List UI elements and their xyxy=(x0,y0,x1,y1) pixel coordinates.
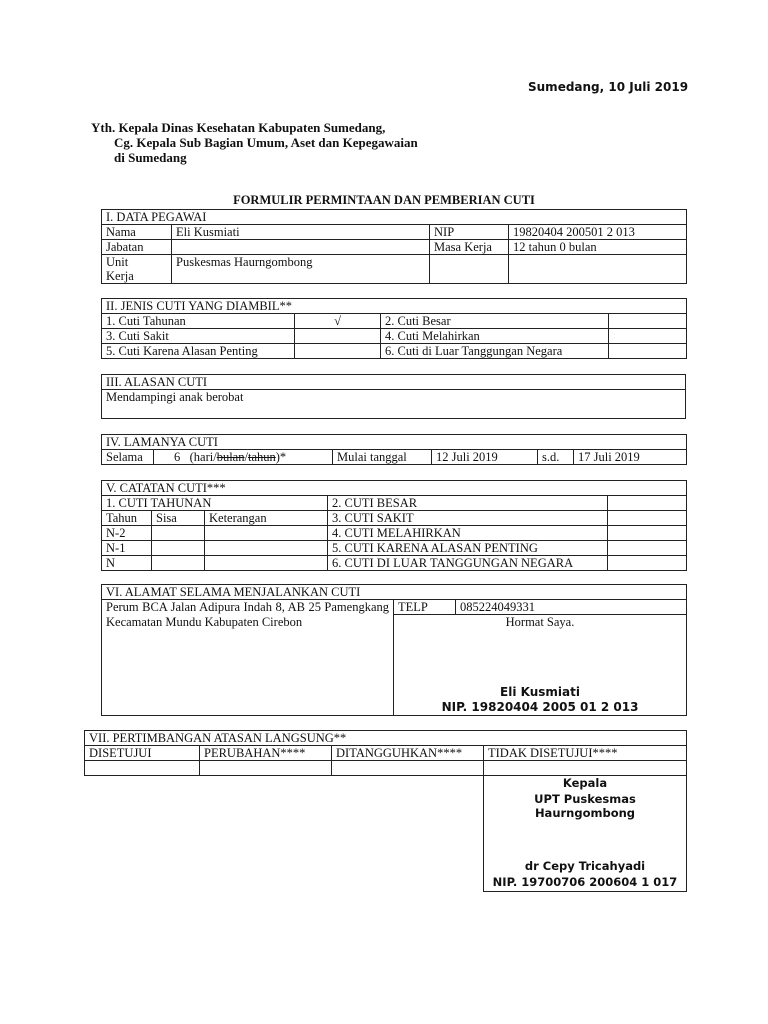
leave-note-value xyxy=(608,556,687,571)
masa-kerja-value: 12 tahun 0 bulan xyxy=(509,240,687,255)
selama-label: Selama xyxy=(102,450,154,465)
unit-label-line-1: Unit xyxy=(106,255,129,269)
approver-name: dr Cepy Tricahyadi xyxy=(524,859,646,873)
year-label: N-2 xyxy=(102,526,152,541)
duration-unit-open: (hari/ xyxy=(189,450,217,464)
empty-cell xyxy=(509,255,687,284)
keterangan-value xyxy=(205,526,328,541)
col-tahun: Tahun xyxy=(102,511,152,526)
approver-signature-block xyxy=(483,774,687,892)
leave-type-checkmark xyxy=(609,329,687,344)
leave-type-item: 5. Cuti Karena Alasan Penting xyxy=(102,344,295,359)
leave-note-item: 3. CUTI SAKIT xyxy=(328,511,608,526)
approver-nip: NIP. 19700706 200604 1 017 xyxy=(492,875,678,889)
section-6-heading: VI. ALAMAT SELAMA MENJALANKAN CUTI xyxy=(102,585,687,600)
section-catatan-cuti xyxy=(101,480,687,571)
keterangan-value xyxy=(205,541,328,556)
telp-label: TELP xyxy=(394,600,456,615)
col-tidak-disetujui: TIDAK DISETUJUI**** xyxy=(484,746,687,761)
col-disetujui: DISETUJUI xyxy=(85,746,200,761)
unit-kerja-label xyxy=(102,255,172,284)
approver-title-2: UPT Puskesmas Haurngombong xyxy=(534,792,636,820)
section-alasan-cuti xyxy=(101,374,686,419)
leave-note-item: 5. CUTI KARENA ALASAN PENTING xyxy=(328,541,608,556)
leave-type-checkmark xyxy=(295,344,381,359)
sisa-value xyxy=(152,556,205,571)
duration-unit-slash: / xyxy=(244,450,248,464)
leave-note-item: 4. CUTI MELAHIRKAN xyxy=(328,526,608,541)
col-sisa: Sisa xyxy=(152,511,205,526)
addressee-line-3: di Sumedang xyxy=(114,150,187,165)
leave-address: Perum BCA Jalan Adipura Indah 8, AB 25 Pamengkang Kecamatan Mundu Kabupaten Cirebon xyxy=(102,600,394,716)
nama-value: Eli Kusmiati xyxy=(172,225,430,240)
approver-title-1: Kepala xyxy=(562,776,608,790)
year-label: N xyxy=(102,556,152,571)
leave-note-value xyxy=(608,526,687,541)
place-date: Sumedang, 10 Juli 2019 xyxy=(528,80,689,94)
nama-label: Nama xyxy=(102,225,172,240)
end-date: 17 Juli 2019 xyxy=(574,450,687,465)
jabatan-value xyxy=(172,240,430,255)
section-jenis-cuti xyxy=(101,298,687,359)
section-7-heading: VII. PERTIMBANGAN ATASAN LANGSUNG** xyxy=(85,731,687,746)
col-perubahan: PERUBAHAN**** xyxy=(200,746,332,761)
start-date: 12 Juli 2019 xyxy=(432,450,538,465)
applicant-name: Eli Kusmiati xyxy=(500,685,580,700)
duration-unit-close: )* xyxy=(275,450,287,464)
sisa-value xyxy=(152,526,205,541)
section-3-heading: III. ALASAN CUTI xyxy=(102,375,686,390)
empty-cell xyxy=(430,255,509,284)
decision-cell xyxy=(332,761,484,776)
unit-kerja-value: Puskesmas Haurngombong xyxy=(172,255,430,284)
section-alamat-cuti xyxy=(101,584,687,716)
leave-type-checkmark: √ xyxy=(295,314,381,329)
section-2-heading: II. JENIS CUTI YANG DIAMBIL** xyxy=(102,299,687,314)
section-4-heading: IV. LAMANYA CUTI xyxy=(102,435,687,450)
section-5-heading: V. CATATAN CUTI*** xyxy=(102,481,687,496)
jabatan-label: Jabatan xyxy=(102,240,172,255)
leave-type-item: 2. Cuti Besar xyxy=(381,314,609,329)
section-pertimbangan-atasan xyxy=(84,730,687,776)
form-title: FORMULIR PERMINTAAN DAN PEMBERIAN CUTI xyxy=(233,193,535,207)
leave-type-item: 6. Cuti di Luar Tanggungan Negara xyxy=(381,344,609,359)
leave-type-checkmark xyxy=(295,329,381,344)
col-ditangguhkan: DITANGGUHKAN**** xyxy=(332,746,484,761)
duration-number: 6 xyxy=(174,450,181,464)
leave-reason: Mendampingi anak berobat xyxy=(102,390,686,419)
leave-type-item: 4. Cuti Melahirkan xyxy=(381,329,609,344)
leave-type-checkmark xyxy=(609,344,687,359)
annual-leave-subheading: 1. CUTI TAHUNAN xyxy=(102,496,328,511)
section-data-pegawai xyxy=(101,209,687,284)
leave-type-checkmark xyxy=(609,314,687,329)
decision-cell xyxy=(200,761,332,776)
duration-value xyxy=(154,450,333,465)
keterangan-value xyxy=(205,556,328,571)
leave-note-value xyxy=(608,511,687,526)
unit-label-line-2: Kerja xyxy=(106,269,134,283)
addressee-line-2: Cg. Kepala Sub Bagian Umum, Aset dan Kepegawaian xyxy=(114,135,418,150)
leave-note-value xyxy=(608,496,687,511)
nip-value: 19820404 200501 2 013 xyxy=(509,225,687,240)
section-1-heading: I. DATA PEGAWAI xyxy=(102,210,687,225)
leave-note-item: 6. CUTI DI LUAR TANGGUNGAN NEGARA xyxy=(328,556,608,571)
mulai-label: Mulai tanggal xyxy=(333,450,432,465)
leave-note-item: 2. CUTI BESAR xyxy=(328,496,608,511)
applicant-signature-block xyxy=(394,615,687,716)
closing-text: Hormat Saya. xyxy=(505,615,575,630)
masa-kerja-label: Masa Kerja xyxy=(430,240,509,255)
col-keterangan: Keterangan xyxy=(205,511,328,526)
sd-label: s.d. xyxy=(538,450,574,465)
applicant-nip: NIP. 19820404 2005 01 2 013 xyxy=(441,700,639,715)
sisa-value xyxy=(152,541,205,556)
leave-note-value xyxy=(608,541,687,556)
year-label: N-1 xyxy=(102,541,152,556)
telp-value: 085224049331 xyxy=(456,600,687,615)
decision-cell xyxy=(85,761,200,776)
addressee-line-1: Yth. Kepala Dinas Kesehatan Kabupaten Sumedang, xyxy=(91,120,386,135)
duration-unit-tahun: tahun xyxy=(247,450,276,464)
leave-type-item: 3. Cuti Sakit xyxy=(102,329,295,344)
leave-type-item: 1. Cuti Tahunan xyxy=(102,314,295,329)
duration-unit-bulan: bulan xyxy=(216,450,245,464)
nip-label: NIP xyxy=(430,225,509,240)
section-lamanya-cuti xyxy=(101,434,687,465)
